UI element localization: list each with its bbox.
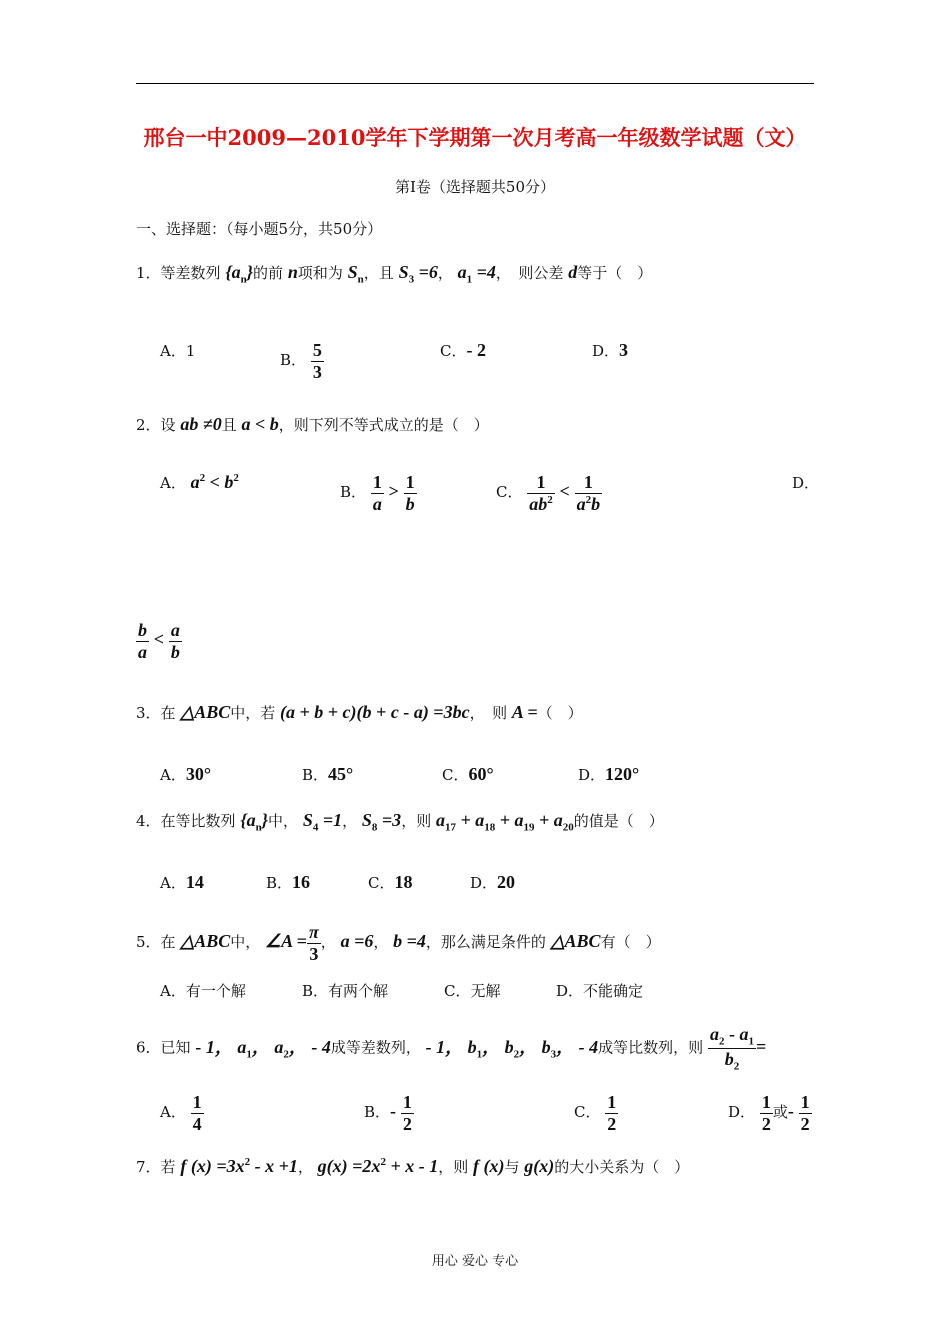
option-5d: D．不能确定 xyxy=(556,982,644,1000)
question-2: 2．设 ab ≠0且 a < b，则下列不等式成立的是（ ） xyxy=(136,414,489,434)
formula: $\frac{1}{2}$ xyxy=(402,1092,412,1134)
formula: $\frac{1}{b}$ xyxy=(405,472,415,514)
formula: $\frac{a_2 - a_1}{b_2}$ xyxy=(709,1024,754,1073)
question-6: 6．已知 - 1， $a_1$， $a_2$， - 4成等差数列， - 1， $b_1$， $b_2$， $b_3$， - 4成等比数列，则 $\frac{a_2 - a_1}{b_2}$ = xyxy=(136,1024,767,1073)
formula: $a_{17} + a_{18} + a_{19} + a_{20}$ xyxy=(435,810,574,834)
formula: $\{a_n\}$ xyxy=(240,810,269,834)
formula: $S_4 =1$ xyxy=(302,810,343,834)
option-4c: C．18 xyxy=(368,872,413,892)
option-2a: A． $a^2 < b^2$ xyxy=(160,472,239,492)
option-5a: A．有一个解 xyxy=(160,982,246,1000)
formula: $\frac{1}{ab^2}$ xyxy=(529,472,553,514)
option-1c: C．- 2 xyxy=(440,340,486,360)
formula: $\frac{a}{b}$ xyxy=(170,620,180,662)
formula: a < b xyxy=(241,414,279,434)
formula: g(x) xyxy=(524,1156,555,1176)
formula: ab ≠0 xyxy=(180,414,222,434)
formula: $\frac{1}{a^2b}$ xyxy=(576,472,601,514)
option-6b: B．- $\frac{1}{2}$ xyxy=(364,1092,412,1134)
option-2c: C． $\frac{1}{ab^2}$ < $\frac{1}{a^2b}$ xyxy=(496,472,601,514)
option-3d: D．120° xyxy=(578,764,640,784)
formula: $a^2 < b^2$ xyxy=(190,472,239,492)
formula: a =6 xyxy=(340,931,374,952)
formula: △ABC xyxy=(550,931,601,952)
option-5c: C．无解 xyxy=(444,982,501,1000)
formula: $\frac{\pi}{3}$ xyxy=(308,922,319,964)
option-3a: A．30° xyxy=(160,764,212,784)
formula: $\frac{1}{2}$ xyxy=(607,1092,617,1134)
formula: $\frac{b}{a}$ xyxy=(138,620,147,662)
option-1d: D．3 xyxy=(592,340,629,360)
option-3c: C．60° xyxy=(442,764,494,784)
formula: (a + b + c)(b + c - a) =3bc xyxy=(280,702,470,722)
formula: △ABC xyxy=(180,702,231,722)
volume-heading: 第Ⅰ卷（选择题共50分） xyxy=(394,178,555,196)
question-7: 7．若 f $(x) =3x^2 - x +1$， $g(x) =2x^2 + x - 1$，则 f (x)与 g(x)的大小关系为（ ） xyxy=(136,1156,690,1176)
option-5b: B．有两个解 xyxy=(302,982,389,1000)
question-5: 5．在 △ABC中， ∠A = $\frac{\pi}{3}$ ， a =6， b =4，那么满足条件的 △ABC有（ ） xyxy=(136,922,661,964)
formula: $S_3 =6$ xyxy=(398,262,438,286)
question-3: 3．在 △ABC中，若 (a + b + c)(b + c - a) =3bc， 则 A =（ ） xyxy=(136,702,583,722)
option-3b: B．45° xyxy=(302,764,354,784)
question-1: 1．等差数列 $\{a_n\}$的前 n项和为 $S_n$，且 $S_3 =6$， $a_1 =4$， 则公差 d等于（ ） xyxy=(136,262,653,286)
formula: n xyxy=(287,262,298,282)
option-6d: D． $\frac{1}{2}$ 或- $\frac{1}{2}$ xyxy=(728,1092,810,1134)
formula: f $(x) =3x^2 - x +1$ xyxy=(180,1156,298,1176)
formula: $a_1 =4$ xyxy=(457,262,496,286)
formula: $\frac{1}{4}$ xyxy=(192,1092,202,1134)
option-4d: D．20 xyxy=(470,872,516,892)
option-2d: D． xyxy=(792,474,820,492)
formula: ∠A = xyxy=(265,931,307,952)
formula: $\frac{1}{2}$ xyxy=(761,1092,771,1134)
option-6c: C． $\frac{1}{2}$ xyxy=(574,1092,617,1134)
formula: $\frac{5}{3}$ xyxy=(312,340,322,382)
page-footer: 用心 爱心 专心 xyxy=(431,1254,519,1269)
formula: f (x) xyxy=(473,1156,505,1176)
formula: d xyxy=(568,262,578,282)
formula: $S_n$ xyxy=(347,262,364,286)
formula: - 1， $a_1$， $a_2$， - 4 xyxy=(195,1036,331,1061)
option-2d-value: $\frac{b}{a}$ < $\frac{a}{b}$ xyxy=(138,620,180,662)
option-4b: B．16 xyxy=(266,872,311,892)
formula: $\{a_n\}$ xyxy=(225,262,254,286)
formula: b =4 xyxy=(393,931,426,952)
option-1a: A．1 xyxy=(160,342,196,360)
option-6a: A． $\frac{1}{4}$ xyxy=(160,1092,202,1134)
option-2b: B． $\frac{1}{a}$ > $\frac{1}{b}$ xyxy=(340,472,415,514)
question-4: 4．在等比数列 $\{a_n\}$中， $S_4 =1$， $S_8 =3$，则 $a_{17} + a_{18} + a_{19} + a_{20}$的值是（ ） xyxy=(136,810,664,834)
formula: $\frac{1}{2}$ xyxy=(800,1092,810,1134)
exam-title: 邢台一中2009—2010学年下学期第一次月考高一年级数学试题（文） xyxy=(143,125,807,150)
formula: A = xyxy=(511,702,538,722)
formula: △ABC xyxy=(180,931,231,952)
option-4a: A．14 xyxy=(160,872,204,892)
formula: $\frac{1}{a}$ xyxy=(372,472,382,514)
section-heading: 一、选择题：（每小题5分，共50分） xyxy=(136,220,383,238)
formula: $g(x) =2x^2 + x - 1$ xyxy=(317,1156,439,1176)
option-1b: B． $\frac{5}{3}$ xyxy=(280,340,322,382)
formula: $S_8 =3$ xyxy=(361,810,402,834)
top-rule xyxy=(136,83,814,84)
formula: - 1， $b_1$， $b_2$， $b_3$， - 4 xyxy=(425,1036,599,1061)
